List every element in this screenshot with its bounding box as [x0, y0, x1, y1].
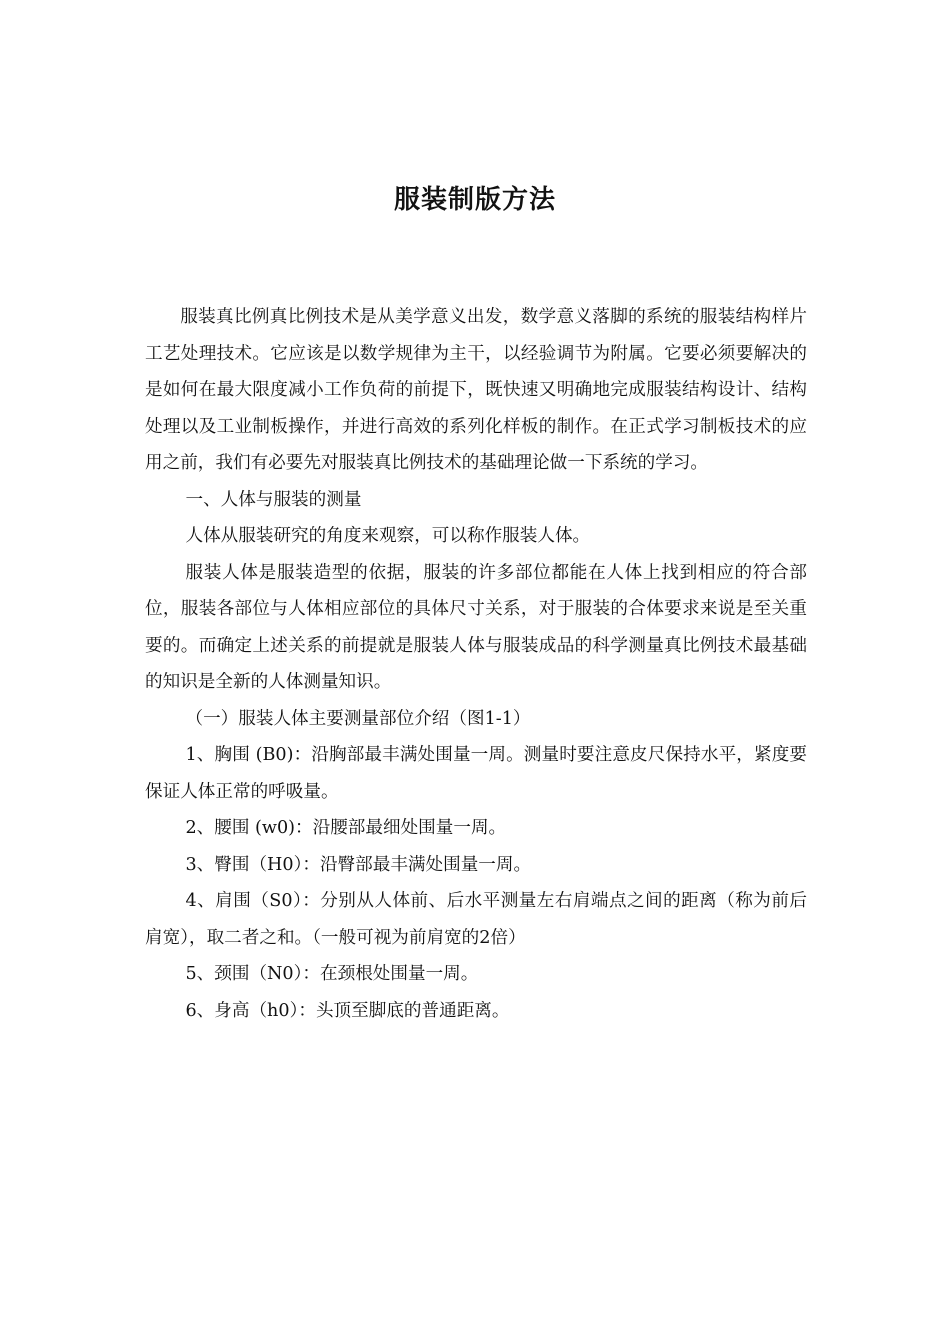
list-item-hip: 3、臀围（H0）：沿臀部最丰满处围量一周。	[185, 854, 532, 875]
document-title: 服装制版方法	[393, 185, 556, 215]
list-item-shoulder: 4、肩围（S0）：分别从人体前、后水平测量左右肩端点之间的距离（称为前后肩宽），取二者之和。（一般可视为前肩宽的2倍）	[145, 891, 807, 948]
paragraph-garment-basis: 服装人体是服装造型的依据，服装的许多部位都能在人体上找到相应的符合部位，服装各部位与人体相应部位的具体尺寸关系，对于服装的合体要求来说是至关重要的。而确定上述关系的前提就是服装人体与服装成品的科学测量真比例技术最基础的知识是全新的人体测量知识。	[145, 562, 807, 692]
list-item-height: 6、身高（h0）：头顶至脚底的普通距离。	[185, 1000, 510, 1021]
paragraph-garment-body: 人体从服装研究的角度来观察，可以称作服装人体。	[185, 526, 591, 546]
subsection-heading-parts: （一）服装人体主要测量部位介绍（图1-1）	[185, 708, 531, 729]
list-item-neck: 5、颈围（N0）：在颈根处围量一周。	[185, 964, 479, 984]
list-item-chest: 1、胸围 (B0)：沿胸部最丰满处围量一周。测量时要注意皮尺保持水平，紧度要保证人体正常的呼吸量。	[145, 745, 807, 802]
document-body	[145, 299, 807, 1029]
paragraph-intro: 服装真比例真比例技术是从美学意义出发，数学意义落脚的系统的服装结构样片工艺处理技术。它应该是以数学规律为主干，以经验调节为附属。它要必须要解决的是如何在最大限度减小工作负荷的前提下，既快速又明确地完成服装结构设计、结构处理以及工业制板操作，并进行高效的系列化样板的制作。在正式学习制板技术的应用之前，我们有必要先对服装真比例技术的基础理论做一下系统的学习。	[145, 307, 807, 473]
list-item-waist: 2、腰围 (w0)：沿腰部最细处围量一周。	[185, 818, 507, 838]
section-heading-measurement: 一、人体与服装的测量	[185, 489, 362, 510]
